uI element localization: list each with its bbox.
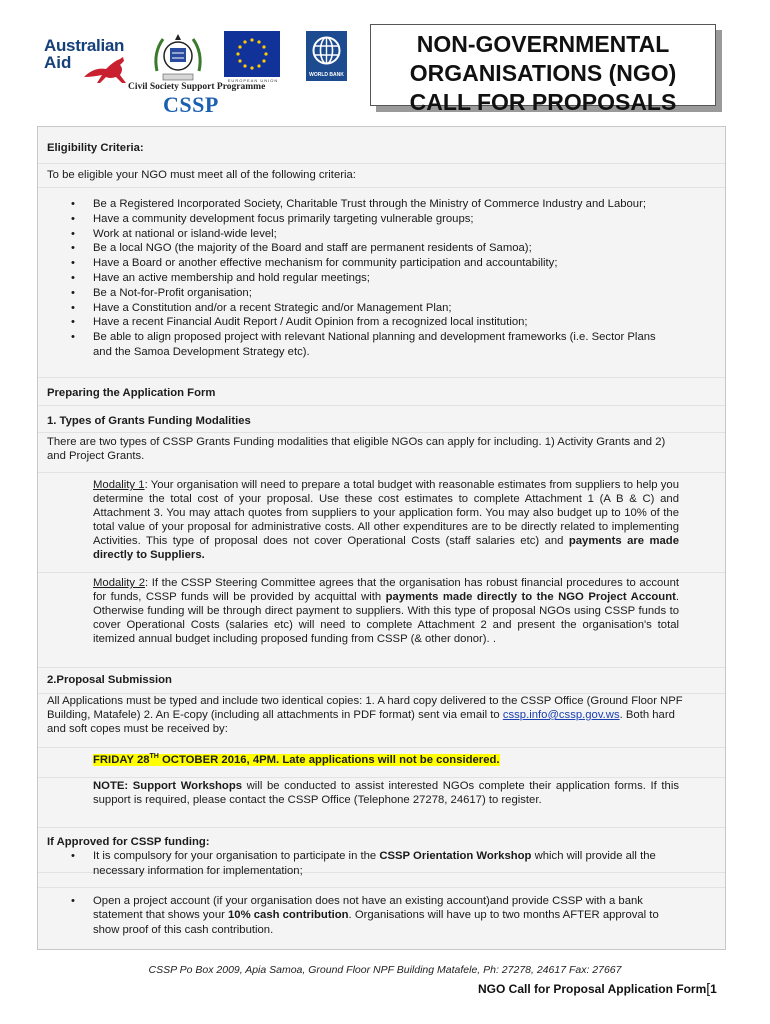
bullet-icon: •: [71, 271, 75, 284]
bullet-icon: •: [71, 286, 75, 299]
globe-icon: [311, 35, 342, 66]
list-item: [71, 227, 673, 242]
support-note: [93, 779, 679, 807]
list-item-text: Have an active membership and hold regular meetings;: [93, 271, 370, 284]
approved-item-2-text-a: Open a project account (if your organisation does not have an existing account)and provide CSSP with a bank statement that shows your: [93, 894, 643, 922]
submission-text-a: All Applications must be typed and include two identical copies: 1. A hard copy delivered to the CSSP Office (Ground Floor NPF Building, Matafele) 2. An E-copy (including all attachments in PDF format) sent via email to: [47, 695, 683, 721]
document-title: [371, 30, 715, 117]
list-item-text: Have a Board or another effective mechanism for community participation and accountability;: [93, 257, 558, 270]
deadline-highlight: [93, 754, 500, 766]
eligibility-intro: To be eligible your NGO must meet all of the following criteria:: [47, 169, 356, 181]
title-line-2: ORGANISATIONS (NGO): [409, 60, 677, 86]
programme-acronym: CSSP: [163, 92, 219, 117]
list-item: [71, 849, 673, 879]
grant-types-heading: 1. Types of Grants Funding Modalities: [47, 415, 251, 427]
approved-item-1-text-a: It is compulsory for your organisation to participate in the: [93, 850, 380, 862]
footer-doc-title: [478, 980, 717, 996]
samoa-seal-icon: [151, 31, 205, 83]
page-number: 1: [710, 982, 717, 996]
bullet-icon: •: [71, 301, 75, 314]
support-note-text: will be conducted to assist interested NGOs complete their application forms. If this support is required, please contact the CSSP Office (Telephone 27278, 24617) to register.: [93, 780, 679, 806]
list-item: [71, 256, 673, 271]
aus-aid-line1: Australian: [44, 36, 125, 55]
bullet-icon: •: [71, 227, 75, 240]
eu-flag-icon: [224, 31, 280, 77]
list-item: [71, 301, 673, 316]
list-item: [71, 241, 673, 256]
list-item: [71, 212, 673, 227]
eligibility-list: [71, 197, 673, 360]
deadline-sup: TH: [149, 753, 159, 760]
deadline-line: [93, 750, 500, 767]
modality-2-paragraph: [93, 576, 679, 646]
modality-2-bold: payments made directly to the NGO Project Account: [385, 591, 676, 603]
bullet-icon: •: [71, 242, 75, 255]
programme-name: Civil Society Support Programme: [128, 82, 266, 92]
deadline-text-b: OCTOBER 2016, 4PM. Late applications will not be considered.: [158, 753, 500, 766]
document-title-box: [370, 24, 716, 115]
preparing-heading: Preparing the Application Form: [47, 387, 216, 399]
world-bank-logo: [306, 31, 347, 81]
list-item: [71, 330, 673, 360]
bullet-icon: •: [71, 894, 75, 907]
bullet-icon: •: [71, 257, 75, 270]
submission-heading: 2.Proposal Submission: [47, 674, 172, 686]
list-item: [71, 286, 673, 301]
title-line-3: CALL FOR PROPOSALS: [409, 89, 677, 115]
list-item: [71, 315, 673, 330]
approved-heading: If Approved for CSSP funding:: [47, 836, 210, 848]
modality-1-bold: payments are made directly to Suppliers.: [93, 535, 679, 561]
aus-aid-line2: Aid: [44, 53, 72, 72]
list-item-text: Be able to align proposed project with relevant National planning and development frameworks (i.e. Sector Plans and the Samoa Development Strategy etc).: [93, 331, 656, 358]
deadline-text-a: FRIDAY 28: [93, 753, 150, 766]
approved-item-1-bold: CSSP Orientation Workshop: [379, 850, 532, 862]
list-item-text: Have a Constitution and/or a recent Strategic and/or Management Plan;: [93, 301, 452, 314]
submission-text-b: . Both hard and soft copes must be received by:: [47, 709, 675, 735]
modality-1-paragraph: [93, 478, 679, 562]
modality-2-label: Modality 2: [93, 577, 145, 589]
list-item-text: Have a community development focus primarily targeting vulnerable groups;: [93, 212, 474, 225]
approved-item-2-text-b: . Organisations will have up to two months AFTER approval to show proof of this cash contribution.: [93, 909, 659, 937]
list-item-text: Be a Registered Incorporated Society, Charitable Trust through the Ministry of Commerce Industry and Labour;: [93, 198, 646, 210]
world-bank-caption: WORLD BANK: [309, 72, 344, 78]
list-item: [71, 894, 673, 938]
modality-2-text-b: . Otherwise funding will be through direct payment to suppliers. With this type of proposal NGOs using CSSP funds to cover Operational Costs (salaries etc) will need to complete Attachment 2 and present the organisation's total itemized annual budget including proposed funding from CSSP (& other donor). .: [93, 591, 680, 645]
grant-types-intro: There are two types of CSSP Grants Funding modalities that eligible NGOs can apply for including. 1) Activity Grants and 2) and Project Grants.: [47, 436, 666, 462]
list-item: [71, 271, 673, 286]
bullet-icon: •: [71, 212, 75, 225]
list-item-text: Be a Not-for-Profit organisation;: [93, 286, 252, 299]
approved-item-2-bold: 10% cash contribution: [228, 909, 349, 922]
bullet-icon: •: [71, 198, 75, 210]
bullet-icon: •: [71, 331, 75, 344]
approved-item-1-text-b: which will provide all the necessary information for implementation;: [93, 850, 656, 877]
bullet-icon: •: [71, 850, 75, 862]
eligibility-heading: Eligibility Criteria:: [47, 142, 144, 154]
list-item-text: Have a recent Financial Audit Report / Audit Opinion from a recognized local institution;: [93, 316, 528, 329]
page-bracket: [: [706, 980, 711, 996]
list-item: [71, 197, 673, 212]
approved-list: [71, 849, 673, 938]
modality-1-label: Modality 1: [93, 479, 145, 491]
eu-caption: EUROPEAN UNION: [227, 78, 279, 83]
title-line-1: NON-GOVERNMENTAL: [416, 31, 670, 57]
submission-paragraph: [47, 694, 687, 736]
cssp-email-link[interactable]: cssp.info@cssp.gov.ws: [502, 709, 620, 721]
modality-2-text-a: : If the CSSP Steering Committee agrees that the organisation has robust financial procedures to account for funds, CSSP funds will be provided by acquittal with: [93, 577, 679, 603]
list-item-text: Work at national or island-wide level;: [93, 227, 277, 240]
australian-aid-logo: [44, 37, 136, 85]
kangaroo-icon: [80, 55, 136, 85]
list-item-text: Be a local NGO (the majority of the Board and staff are permanent residents of Samoa);: [93, 242, 532, 255]
modality-1-text: : Your organisation will need to prepare a total budget with reasonable estimates from suppliers to help you determine the total cost of your proposal. Use these cost estimates to complete Attachment 1 (A B & C) and Attachment 3. You may attach quotes from suppliers to your application form. You may also budget up to 10% of the total value of your proposal for administrative costs. All other expenditures are to be directly related to implementing Activities. This type of proposal does not cover Operational Costs (staff salaries etc) and: [93, 479, 679, 547]
footer-address: CSSP Po Box 2009, Apia Samoa, Ground Floor NPF Building Matafele, Ph: 27278, 24617 Fax: 27667: [148, 964, 622, 976]
support-note-bold: NOTE: Support Workshops: [93, 780, 243, 792]
bullet-icon: •: [71, 316, 75, 329]
footer-doc-title-text: NGO Call for Proposal Application Form: [478, 982, 707, 996]
